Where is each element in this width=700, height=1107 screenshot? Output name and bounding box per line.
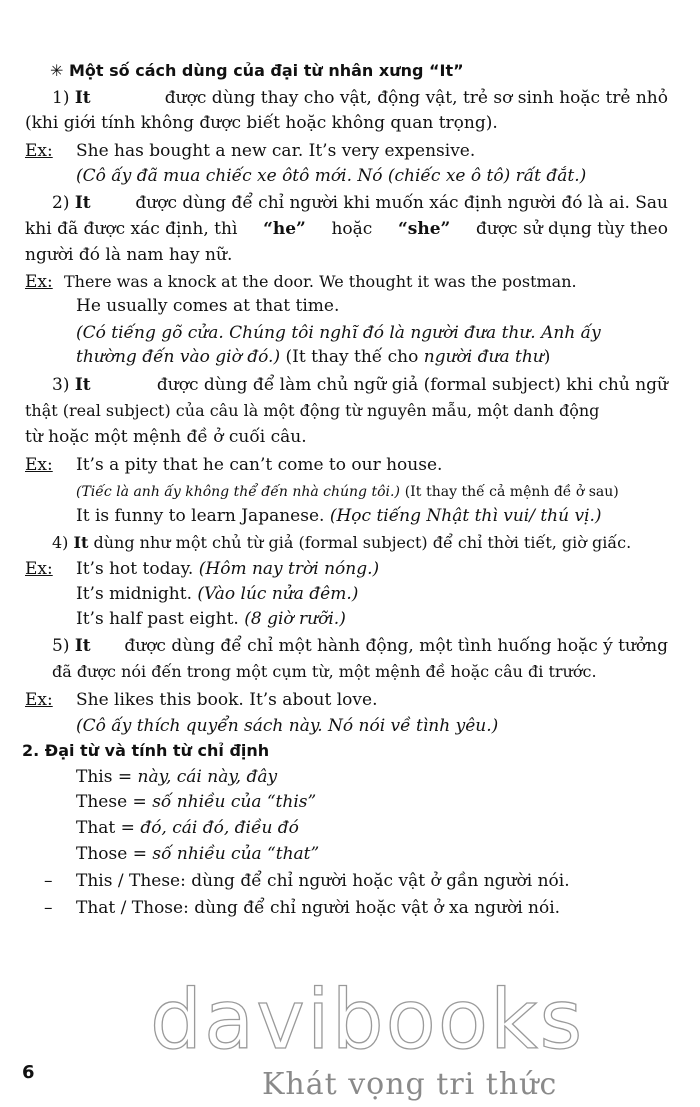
example-label: Ex: [25,690,53,710]
example-label: Ex: [25,455,53,475]
example-2-translation-2: thường đến vào giờ đó.) (It thay thế cho người đưa thư) [76,347,551,367]
example-2-translation-1: (Có tiếng gõ cửa. Chúng tôi nghĩ đó là người đưa thư. Anh ấy [76,323,601,343]
definition-those: Those = số nhiều của “that” [76,844,320,864]
example-3-translation-1: (Tiếc là anh ấy không thể đến nhà chúng tôi.) (It thay thế cả mệnh đề ở sau) [76,484,619,500]
rule-2-line-2: khi đã được xác định, thì “he” hoặc “she” được sử dụng tùy theo [25,219,668,239]
rule-3-line-3: từ hoặc một mệnh đề ở cuối câu. [25,427,307,447]
example-4-line-3: It’s half past eight. (8 giờ rưỡi.) [76,609,346,629]
example-2-line-2: He usually comes at that time. [76,296,340,316]
example-label: Ex: [25,272,53,292]
example-4-line-2: It’s midnight. (Vào lúc nửa đêm.) [76,584,359,604]
example-1-translation: (Cô ấy đã mua chiếc xe ôtô mới. Nó (chiếc xe ô tô) rất đắt.) [76,166,587,186]
section-heading [50,59,700,83]
rule-4-line-1: 4) It dùng như một chủ từ giả (formal subject) để chỉ thời tiết, giờ giấc. [52,533,632,552]
section-2-title: 2. Đại từ và tính từ chỉ định [22,741,270,760]
dash-bullet: – [44,898,53,918]
rule-2-line-3: người đó là nam hay nữ. [25,245,233,265]
definition-this: This = này, cái này, đây [76,767,278,787]
definition-that: That = đó, cái đó, điều đó [76,818,299,838]
rule-2-line-1: 2) It được dùng để chỉ người khi muốn xác định người đó là ai. Sau [52,193,668,213]
book-page: ✳ Một số cách dùng của đại từ nhân xưng “It” 1) It được dùng thay cho vật, động vật, trẻ sơ sinh hoặc trẻ nhỏ (khi giới tính không được biết hoặc không quan trọng). Ex: She has bought a new car. It’s very expensive. (Cô ấy đã mua chiếc xe ôtô mới. Nó (chiếc xe ô tô) rất đắt.) 2) It được dùng để chỉ người khi muốn xác định người đó là ai. Sau khi đã được xác định, thì “he” hoặc “she” được sử dụng tùy theo người đó là nam hay nữ. Ex: There was a knock at the door. We thought it was the postman. He usually comes at that time. (Có tiếng gõ cửa. Chúng tôi nghĩ đó là người đưa thư. Anh ấy thường đến vào giờ đó.) (It thay thế cho người đưa thư) 3) It được dùng để làm chủ ngữ giả (formal subject) khi chủ ngữ thật (real subject) của câu là một động từ nguyên mẫu, một danh động từ hoặc một mệnh đề ở cuối câu. Ex: It’s a pity that he can’t come to our house. (Tiếc là anh ấy không thể đến nhà chúng tôi.) (It thay thế cả mệnh đề ở sau) It is funny to learn Japanese. (Học tiếng Nhật thì vui/ thú vị.) 4) It dùng như một chủ từ giả (formal subject) để chỉ thời tiết, giờ giấc. Ex: It’s hot today. (Hôm nay trời nóng.) It’s midnight. (Vào lúc nửa đêm.) It’s half past eight. (8 giờ rưỡi.) 5) It được dùng để chỉ một hành động, một tình huống hoặc ý tưởng đã được nói đến trong một cụm từ, một mệnh đề hoặc câu đi trước. Ex: She likes this book. It’s about love. (Cô ấy thích quyển sách này. Nó nói về tình yêu.) 2. Đại từ và tính từ chỉ định This = này, cái này, đây These = số nhiều của “this” That = đó, cái đó, điều đó Those = số nhiều của “that” – This / These: dùng để chỉ người hoặc vật ở gần người nói. – That / Those: dùng để chỉ người hoặc vật ở xa người nói. davibooks Khát vọng tri thức 6 [0,0,700,1107]
rule-5-line-2: đã được nói đến trong một cụm từ, một mệnh đề hoặc câu đi trước. [52,662,597,681]
example-label: Ex: [25,559,53,579]
example-label: Ex: [25,141,53,161]
rule-3-line-2: thật (real subject) của câu là một động từ nguyên mẫu, một danh động [25,401,600,420]
rule-3-line-1: 3) It được dùng để làm chủ ngữ giả (formal subject) khi chủ ngữ [52,375,668,395]
rule-1-line-2: (khi giới tính không được biết hoặc không quan trọng). [25,113,498,133]
section-title: Một số cách dùng của đại từ nhân xưng “It” [68,61,464,80]
watermark-brand: davibooks [150,973,585,1068]
dash-bullet: – [44,871,53,891]
watermark-tagline: Khát vọng tri thức [262,1067,558,1102]
example-5-translation: (Cô ấy thích quyển sách này. Nó nói về tình yêu.) [76,716,499,736]
rule-1-line-1: 1) It được dùng thay cho vật, động vật, trẻ sơ sinh hoặc trẻ nhỏ [52,88,668,108]
definition-these: These = số nhiều của “this” [76,792,317,812]
asterisk-icon: ✳ [50,61,64,80]
example-3-line-2: It is funny to learn Japanese. (Học tiếng Nhật thì vui/ thú vị.) [76,506,602,526]
rule-5-line-1: 5) It được dùng để chỉ một hành động, một tình huống hoặc ý tưởng [52,636,668,656]
page-number: 6 [22,1062,35,1083]
